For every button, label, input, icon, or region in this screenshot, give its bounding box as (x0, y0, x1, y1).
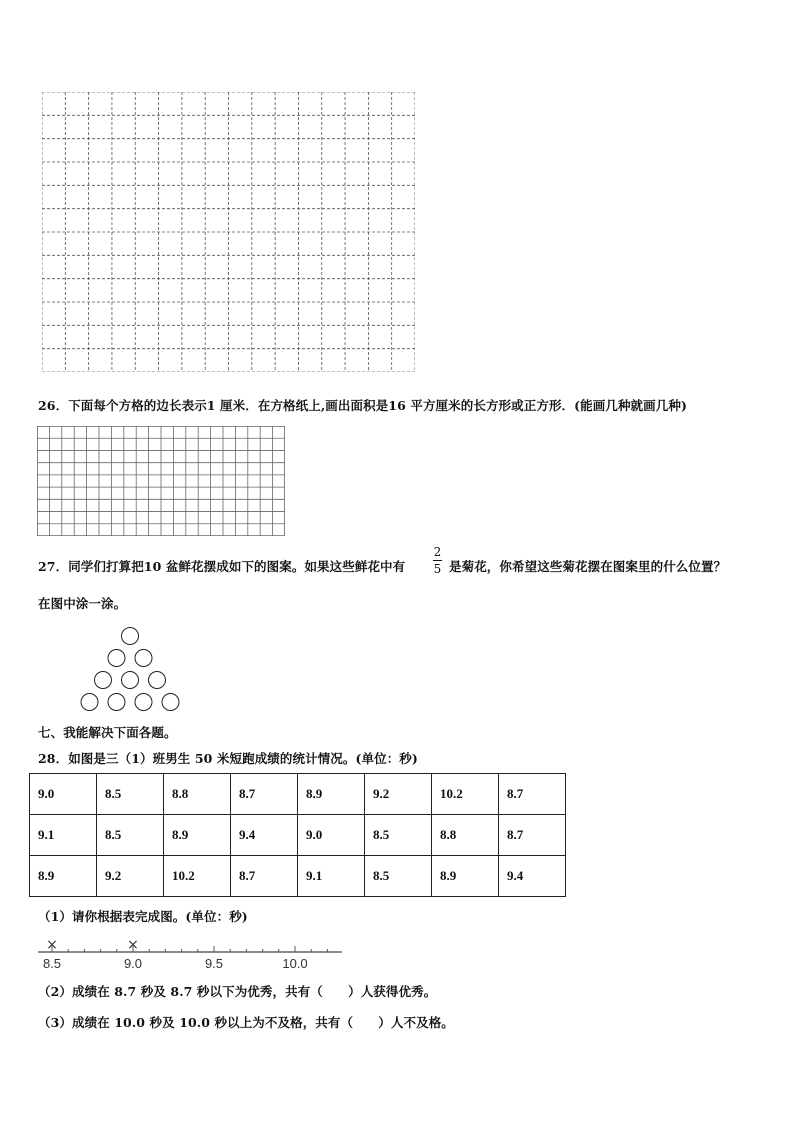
table-cell: 8.5 (365, 856, 432, 897)
table-row (30, 856, 566, 897)
table-cell: 8.9 (298, 774, 365, 815)
number-line-label: 8.5 (42, 956, 62, 971)
number-line-mark: × (127, 937, 139, 953)
dashed-grid-large (42, 92, 415, 372)
table-cell: 9.2 (97, 856, 164, 897)
table-cell: 10.2 (432, 774, 499, 815)
table-cell: 9.4 (231, 815, 298, 856)
flower-circle[interactable] (149, 672, 166, 689)
flower-circle[interactable] (81, 694, 98, 711)
flower-circle[interactable] (95, 672, 112, 689)
fraction-denominator: 5 (433, 562, 442, 576)
table-cell: 8.9 (432, 856, 499, 897)
fraction-bar (433, 560, 442, 561)
flower-circle[interactable] (135, 694, 152, 711)
number-line (36, 936, 346, 972)
table-cell: 9.1 (298, 856, 365, 897)
question-27-text-before: 27．同学们打算把10 盆鲜花摆成如下的图案。如果这些鲜花中有 (38, 559, 406, 574)
number-line-label: 9.0 (123, 956, 143, 971)
table-cell: 8.9 (164, 815, 231, 856)
square-grid-paper (37, 426, 285, 536)
fraction-two-fifths (433, 545, 442, 576)
sub-question-3: （3）成绩在 10.0 秒及 10.0 秒以上为不及格，共有（ ）人不及格。 (38, 1015, 454, 1030)
table-cell: 8.8 (164, 774, 231, 815)
table-cell: 9.0 (298, 815, 365, 856)
sub-question-2: （2）成绩在 8.7 秒及 8.7 秒以下为优秀，共有（ ）人获得优秀。 (38, 984, 437, 999)
table-cell: 8.8 (432, 815, 499, 856)
table-cell: 9.0 (30, 774, 97, 815)
question-27-text-after: 是菊花，你希望这些菊花摆在图案里的什么位置？ (449, 559, 727, 574)
question-27-line2: 在图中涂一涂。 (38, 596, 127, 611)
question-26-text: 26．下面每个方格的边长表示1 厘米．在方格纸上,画出面积是16 平方厘米的长方形或正方形．(能画几种就画几种) (38, 398, 687, 413)
table-cell: 9.4 (499, 856, 566, 897)
flower-circle[interactable] (162, 694, 179, 711)
table-cell: 9.1 (30, 815, 97, 856)
scores-table (29, 773, 566, 897)
flower-circle[interactable] (135, 650, 152, 667)
flower-circle[interactable] (122, 628, 139, 645)
table-cell: 8.7 (231, 774, 298, 815)
number-line-label: 9.5 (204, 956, 224, 971)
table-row (30, 774, 566, 815)
flower-circle[interactable] (122, 672, 139, 689)
table-cell: 8.7 (231, 856, 298, 897)
number-line-mark: × (46, 937, 58, 953)
table-cell: 8.9 (30, 856, 97, 897)
question-28-text: 28．如图是三（1）班男生 50 米短跑成绩的统计情况。(单位：秒) (38, 751, 418, 766)
table-cell: 9.2 (365, 774, 432, 815)
flower-circle[interactable] (108, 694, 125, 711)
sub-question-1: （1）请你根据表完成图。(单位：秒) (38, 909, 248, 924)
table-cell: 8.5 (97, 774, 164, 815)
table-cell: 8.5 (97, 815, 164, 856)
table-cell: 10.2 (164, 856, 231, 897)
number-line-label: 10.0 (282, 956, 308, 971)
table-cell: 8.5 (365, 815, 432, 856)
table-cell: 8.7 (499, 774, 566, 815)
table-row (30, 815, 566, 856)
flower-pattern (35, 622, 235, 717)
section-7-title: 七、我能解决下面各题。 (38, 725, 177, 740)
fraction-numerator: 2 (433, 545, 442, 559)
table-cell: 8.7 (499, 815, 566, 856)
flower-circle[interactable] (108, 650, 125, 667)
